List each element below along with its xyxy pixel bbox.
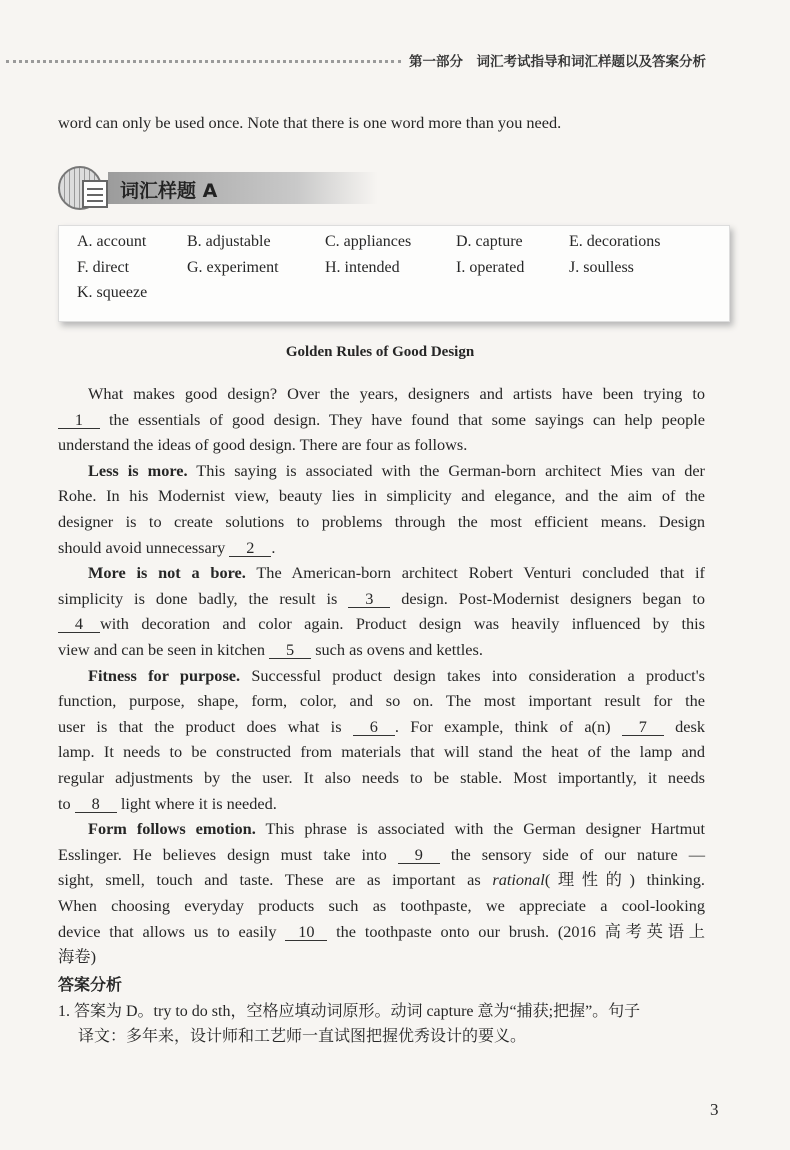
answer-line: 1. 答案为 D。try to do sth，空格应填动词原形。动词 capture 意为“捕获;把握”。句子 xyxy=(58,1003,641,1020)
paragraph-heading: Fitness for purpose. xyxy=(88,665,241,685)
word-option: I. operated xyxy=(456,259,525,276)
passage-line xyxy=(58,870,705,890)
paragraph-heading: Less is more. xyxy=(88,460,188,480)
text: function, purpose, shape, form, color, and so on. The most important result for the xyxy=(58,691,705,711)
answer-translation: 译文：多年来，设计师和工艺师一直试图把握优秀设计的要义。 xyxy=(78,1028,527,1045)
text: the essentials of good design. They have found that some sayings can help people xyxy=(100,409,705,429)
passage-line xyxy=(58,486,705,506)
text: . For example, think of a(n) xyxy=(394,716,622,736)
intro-line: word can only be used once. Note that there is one word more than you need. xyxy=(58,113,562,132)
word-option: C. appliances xyxy=(325,233,412,250)
text: desk xyxy=(663,716,705,736)
text: view and can be seen in kitchen xyxy=(58,640,270,659)
blank-2: 2 xyxy=(229,539,271,557)
text: The American-born architect Robert Venturi concluded that if xyxy=(245,563,705,583)
passage-line xyxy=(58,666,705,686)
word-option: K. squeeze xyxy=(77,284,148,301)
word-bank xyxy=(58,225,730,322)
passage-line xyxy=(58,896,705,916)
paragraph-heading: Form follows emotion. xyxy=(88,819,256,839)
word-option: F. direct xyxy=(77,259,130,276)
text: should avoid unnecessary xyxy=(58,537,230,557)
word-option: E. decorations xyxy=(569,233,661,250)
word-option: G. experiment xyxy=(187,259,279,276)
passage-line xyxy=(58,819,705,839)
word-option: D. capture xyxy=(456,233,523,250)
text: 海卷) xyxy=(58,947,96,967)
answers-heading: 答案分析 xyxy=(58,975,123,994)
blank-1: 1 xyxy=(58,411,100,429)
text: What makes good design? Over the years, designers and artists have been trying to xyxy=(88,384,705,403)
text: Esslinger. He believes design must take into xyxy=(58,844,398,864)
passage-title: Golden Rules of Good Design xyxy=(285,344,475,360)
text: designer is to create solutions to problems through the most efficient means. Design xyxy=(58,512,705,531)
blank-6: 6 xyxy=(353,718,395,736)
word-option: H. intended xyxy=(325,259,400,276)
blank-7: 7 xyxy=(622,718,664,736)
section-label: 词汇样题 A xyxy=(120,180,218,202)
text: the toothpaste onto our brush. (2016 高考英语上 xyxy=(327,921,705,941)
passage-line xyxy=(58,640,705,660)
blank-10: 10 xyxy=(285,923,327,941)
word-option: A. account xyxy=(77,233,147,250)
passage-line xyxy=(58,512,705,532)
text: This saying is associated with the German-born architect Mies van der xyxy=(187,460,705,480)
text: understand the ideas of good design. There are four as follows. xyxy=(58,435,468,455)
text: light where it is needed. xyxy=(116,793,277,813)
passage-line xyxy=(58,538,705,558)
italic-term: rational xyxy=(492,870,545,890)
passage-line xyxy=(58,614,705,634)
text: (理性的) thinking. xyxy=(544,870,705,890)
passage-line xyxy=(58,768,705,788)
passage-line xyxy=(58,384,705,404)
passage-line xyxy=(58,461,705,481)
passage-line xyxy=(58,589,705,609)
text: device that allows us to easily xyxy=(58,921,286,941)
text: with decoration and color again. Product design was heavily influenced by this xyxy=(100,614,705,634)
passage-line xyxy=(58,563,705,583)
text: Rohe. In his Modernist view, beauty lies in simplicity and elegance, and the aim of the xyxy=(58,486,705,506)
text: to xyxy=(58,793,75,813)
text: regular adjustments by the user. It also needs to be stable. Most importantly, it needs xyxy=(58,768,705,787)
passage-line xyxy=(58,845,705,865)
text: When choosing everyday products such as toothpaste, we appreciate a cool-looking xyxy=(58,896,705,915)
text: simplicity is done badly, the result is xyxy=(58,588,349,608)
text: the sensory side of our nature — xyxy=(439,844,705,864)
text: lamp. It needs to be constructed from materials that will stand the heat of the lamp and xyxy=(58,742,705,762)
text: such as ovens and kettles. xyxy=(311,640,483,659)
passage-line xyxy=(58,947,705,967)
text: design. Post-Modernist designers began to xyxy=(390,588,705,608)
text: . xyxy=(271,537,276,557)
passage-line xyxy=(58,742,705,762)
header-title: 第一部分 词汇考试指导和词汇样题以及答案分析 xyxy=(409,54,706,70)
passage-line xyxy=(58,922,705,942)
passage-line xyxy=(58,410,705,430)
blank-9: 9 xyxy=(398,846,440,864)
section-banner xyxy=(58,166,358,208)
dotted-rule xyxy=(6,60,401,63)
word-option: B. adjustable xyxy=(187,233,271,250)
word-option: J. soulless xyxy=(569,259,634,276)
text: sight, smell, touch and taste. These are as important as xyxy=(58,870,493,890)
text: user is that the product does what is xyxy=(58,716,353,736)
text: Successful product design takes into consideration a product's xyxy=(240,665,705,685)
running-header xyxy=(6,50,706,70)
page-number: 3 xyxy=(710,1100,719,1119)
blank-4: 4 xyxy=(58,615,100,633)
blank-8: 8 xyxy=(75,795,117,813)
paragraph-heading: More is not a bore. xyxy=(88,563,246,583)
blank-5: 5 xyxy=(269,641,311,659)
passage-line xyxy=(58,794,705,814)
passage-line xyxy=(58,717,705,737)
document-icon xyxy=(82,180,108,208)
passage-line xyxy=(58,691,705,711)
passage-line xyxy=(58,435,705,455)
blank-3: 3 xyxy=(348,590,390,608)
text: This phrase is associated with the German designer Hartmut xyxy=(255,819,705,839)
